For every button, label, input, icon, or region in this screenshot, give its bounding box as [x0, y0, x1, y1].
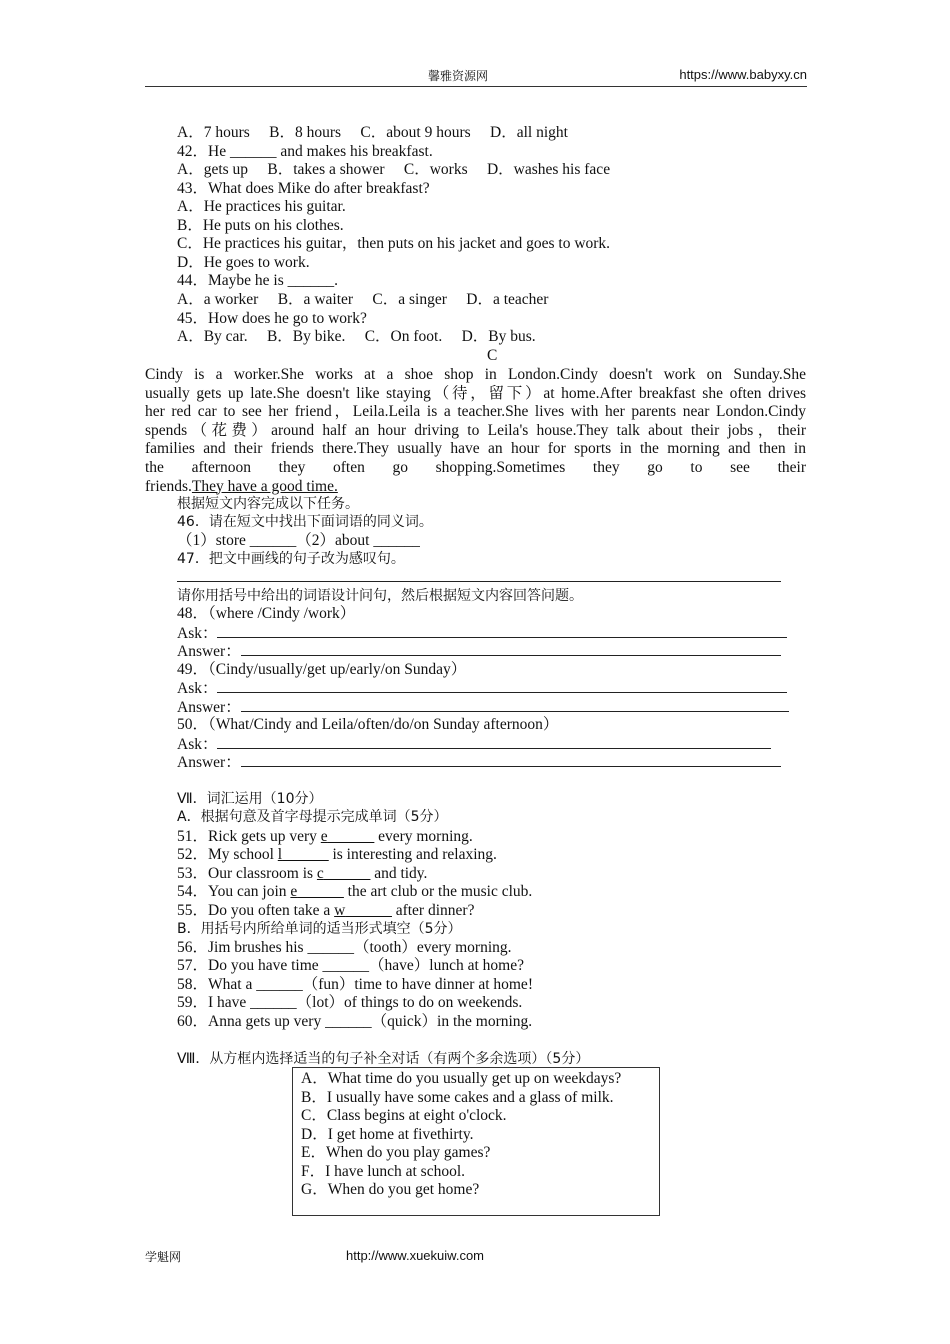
answer-rule	[217, 735, 771, 749]
q46-stem	[177, 513, 433, 532]
first-letter	[334, 902, 392, 919]
option-g: G．When do you get home?	[301, 1181, 480, 1198]
q46-items: （1）store ______（2）about ______	[177, 532, 420, 549]
item-text: 54．You can join	[177, 883, 291, 900]
q49-ask	[177, 679, 787, 699]
passage-line: her red car to see her friend，Leila.Leila is a teacher.She lives with her parents near London.Cindy	[145, 403, 806, 421]
page-header	[145, 66, 807, 87]
option-c: C．Class begins at eight o'clock.	[301, 1107, 507, 1124]
section8-title: Ⅷ．从方框内选择适当的句子补全对话（有两个多余选项）（5分）	[177, 1051, 590, 1067]
answer-rule	[241, 642, 781, 656]
answer-rule	[217, 679, 787, 693]
q46-text: 46．请在短文中找出下面词语的同义词。	[177, 514, 433, 530]
passage-last-start: friends.	[145, 477, 192, 495]
q57: 57．Do you have time ______（have）lunch at home?	[177, 957, 524, 974]
q44-stem: 44．Maybe he is ______.	[177, 272, 339, 289]
passage-line: the afternoon they often go shopping.Sometimes they go to see their	[145, 458, 806, 476]
q43-stem: 43．What does Mike do after breakfast?	[177, 180, 430, 197]
q50-stem: 50．（What/Cindy and Leila/often/do/on Sunday afternoon）	[177, 716, 559, 733]
answer-label: Answer：	[177, 754, 241, 771]
options-box	[292, 1067, 660, 1216]
item-text: is interesting and relaxing.	[328, 846, 497, 863]
first-letter	[321, 828, 374, 845]
passage-line: Cindy is a worker.She works at a shoe shop in London.Cindy doesn't work on Sunday.She	[145, 366, 806, 383]
q49-answer	[177, 698, 789, 718]
q49-stem: 49．（Cindy/usually/get up/early/on Sunday）	[177, 661, 467, 678]
blank: ______	[282, 846, 329, 863]
section7-part-a: A．根据句意及首字母提示完成单词（5分）	[177, 809, 448, 825]
section-c-label: C	[487, 347, 498, 364]
item-text: the art club or the music club.	[343, 883, 533, 900]
q43-option-b: B．He puts on his clothes.	[177, 217, 344, 234]
letter: l	[277, 846, 283, 863]
q51	[177, 828, 473, 847]
underlined-sentence: They have a good time.	[191, 477, 338, 495]
item-text: after dinner?	[391, 902, 475, 919]
footer-site-name: 学魁网	[145, 1250, 182, 1264]
option-d: D．I get home at fivethirty.	[301, 1126, 474, 1143]
q48-stem: 48．（where /Cindy /work）	[177, 605, 356, 622]
tasks-intro: 根据短文内容完成以下任务。	[177, 496, 359, 512]
option-f: F．I have lunch at school.	[301, 1163, 466, 1180]
first-letter	[317, 865, 370, 882]
q43-option-c: C．He practices his guitar，then puts on his jacket and goes to work.	[177, 235, 611, 252]
q53	[177, 865, 427, 884]
ask-label: Ask：	[177, 680, 218, 697]
option-e: E．When do you play games?	[301, 1144, 491, 1161]
q56: 56．Jim brushes his ______（tooth）every morning.	[177, 939, 512, 956]
footer-url[interactable]: http://www.xuekuiw.com	[346, 1248, 484, 1263]
ask-label: Ask：	[177, 625, 218, 642]
q45-options: A．By car. B．By bike. C．On foot. D．By bus.	[177, 328, 536, 345]
item-text: 55．Do you often take a	[177, 902, 335, 919]
section7-part-b: B．用括号内所给单词的适当形式填空（5分）	[177, 921, 462, 937]
passage-line: spends（花费）around half an hour driving to Leila's house.They talk about their jobs，their	[145, 421, 806, 439]
item-text: every morning.	[374, 828, 473, 845]
section7-title: Ⅶ．词汇运用（10分）	[177, 791, 323, 807]
first-letter	[278, 846, 329, 863]
answer-rule	[241, 698, 789, 712]
letter: c	[316, 865, 324, 882]
letter: e	[320, 828, 328, 845]
q50-ask	[177, 735, 771, 755]
ask-label: Ask：	[177, 736, 218, 753]
header-url[interactable]: https://www.babyxy.cn	[679, 67, 807, 82]
q41-options: A．7 hours B．8 hours C．about 9 hours D．all night	[177, 124, 568, 141]
q54	[177, 883, 532, 902]
q43-option-a: A．He practices his guitar.	[177, 198, 346, 215]
passage-c	[145, 366, 806, 496]
q59: 59．I have ______（lot）of things to do on weekends.	[177, 994, 523, 1011]
answer-rule	[241, 753, 781, 767]
passage-line: usually gets up late.She doesn't like staying（待，留下）at home.After breakfast she often drives	[145, 384, 806, 402]
q45-stem: 45．How does he go to work?	[177, 310, 367, 327]
item-text: 53．Our classroom is	[177, 865, 317, 882]
first-letter	[290, 883, 343, 900]
passage-line: families and their friends there.They usually have an hour for sports in the morning and then in	[145, 440, 806, 458]
letter: e	[290, 883, 298, 900]
item-text: 51．Rick gets up very	[177, 828, 321, 845]
q55	[177, 902, 474, 921]
item-text: 52．My school	[177, 846, 278, 863]
answer-rule	[217, 624, 787, 638]
q48-answer	[177, 642, 781, 662]
blank: ______	[327, 828, 375, 845]
ask-intro: 请你用括号中给出的词语设计问句，然后根据短文内容回答问题。	[177, 588, 583, 604]
q42-options: A．gets up B．takes a shower C．works D．washes his face	[177, 161, 611, 178]
blank: ______	[323, 865, 371, 882]
q44-options: A．a worker B．a waiter C．a singer D．a teacher	[177, 291, 549, 308]
q47-answer-line	[177, 568, 781, 588]
blank: ______	[297, 883, 344, 900]
passage-last-line	[145, 478, 806, 497]
q43-option-d: D．He goes to work.	[177, 254, 310, 271]
q52	[177, 846, 497, 865]
option-b: B．I usually have some cakes and a glass of milk.	[301, 1089, 614, 1106]
q58: 58．What a ______（fun）time to have dinner at home!	[177, 976, 533, 993]
q60: 60．Anna gets up very ______（quick）in the morning.	[177, 1013, 533, 1030]
item-text: and tidy.	[370, 865, 428, 882]
header-site-name: 馨雅资源网	[428, 69, 489, 83]
option-a: A．What time do you usually get up on weekdays?	[301, 1070, 622, 1087]
q42-stem: 42．He ______ and makes his breakfast.	[177, 143, 433, 160]
q47-stem	[177, 550, 405, 569]
q48-ask	[177, 624, 787, 644]
answer-rule	[177, 568, 781, 582]
answer-label: Answer：	[177, 699, 241, 716]
letter: w	[334, 902, 346, 919]
blank: ______	[345, 902, 392, 919]
q50-answer	[177, 753, 781, 773]
q47-text: 47．把文中画线的句子改为感叹句。	[177, 551, 405, 567]
answer-label: Answer：	[177, 643, 241, 660]
